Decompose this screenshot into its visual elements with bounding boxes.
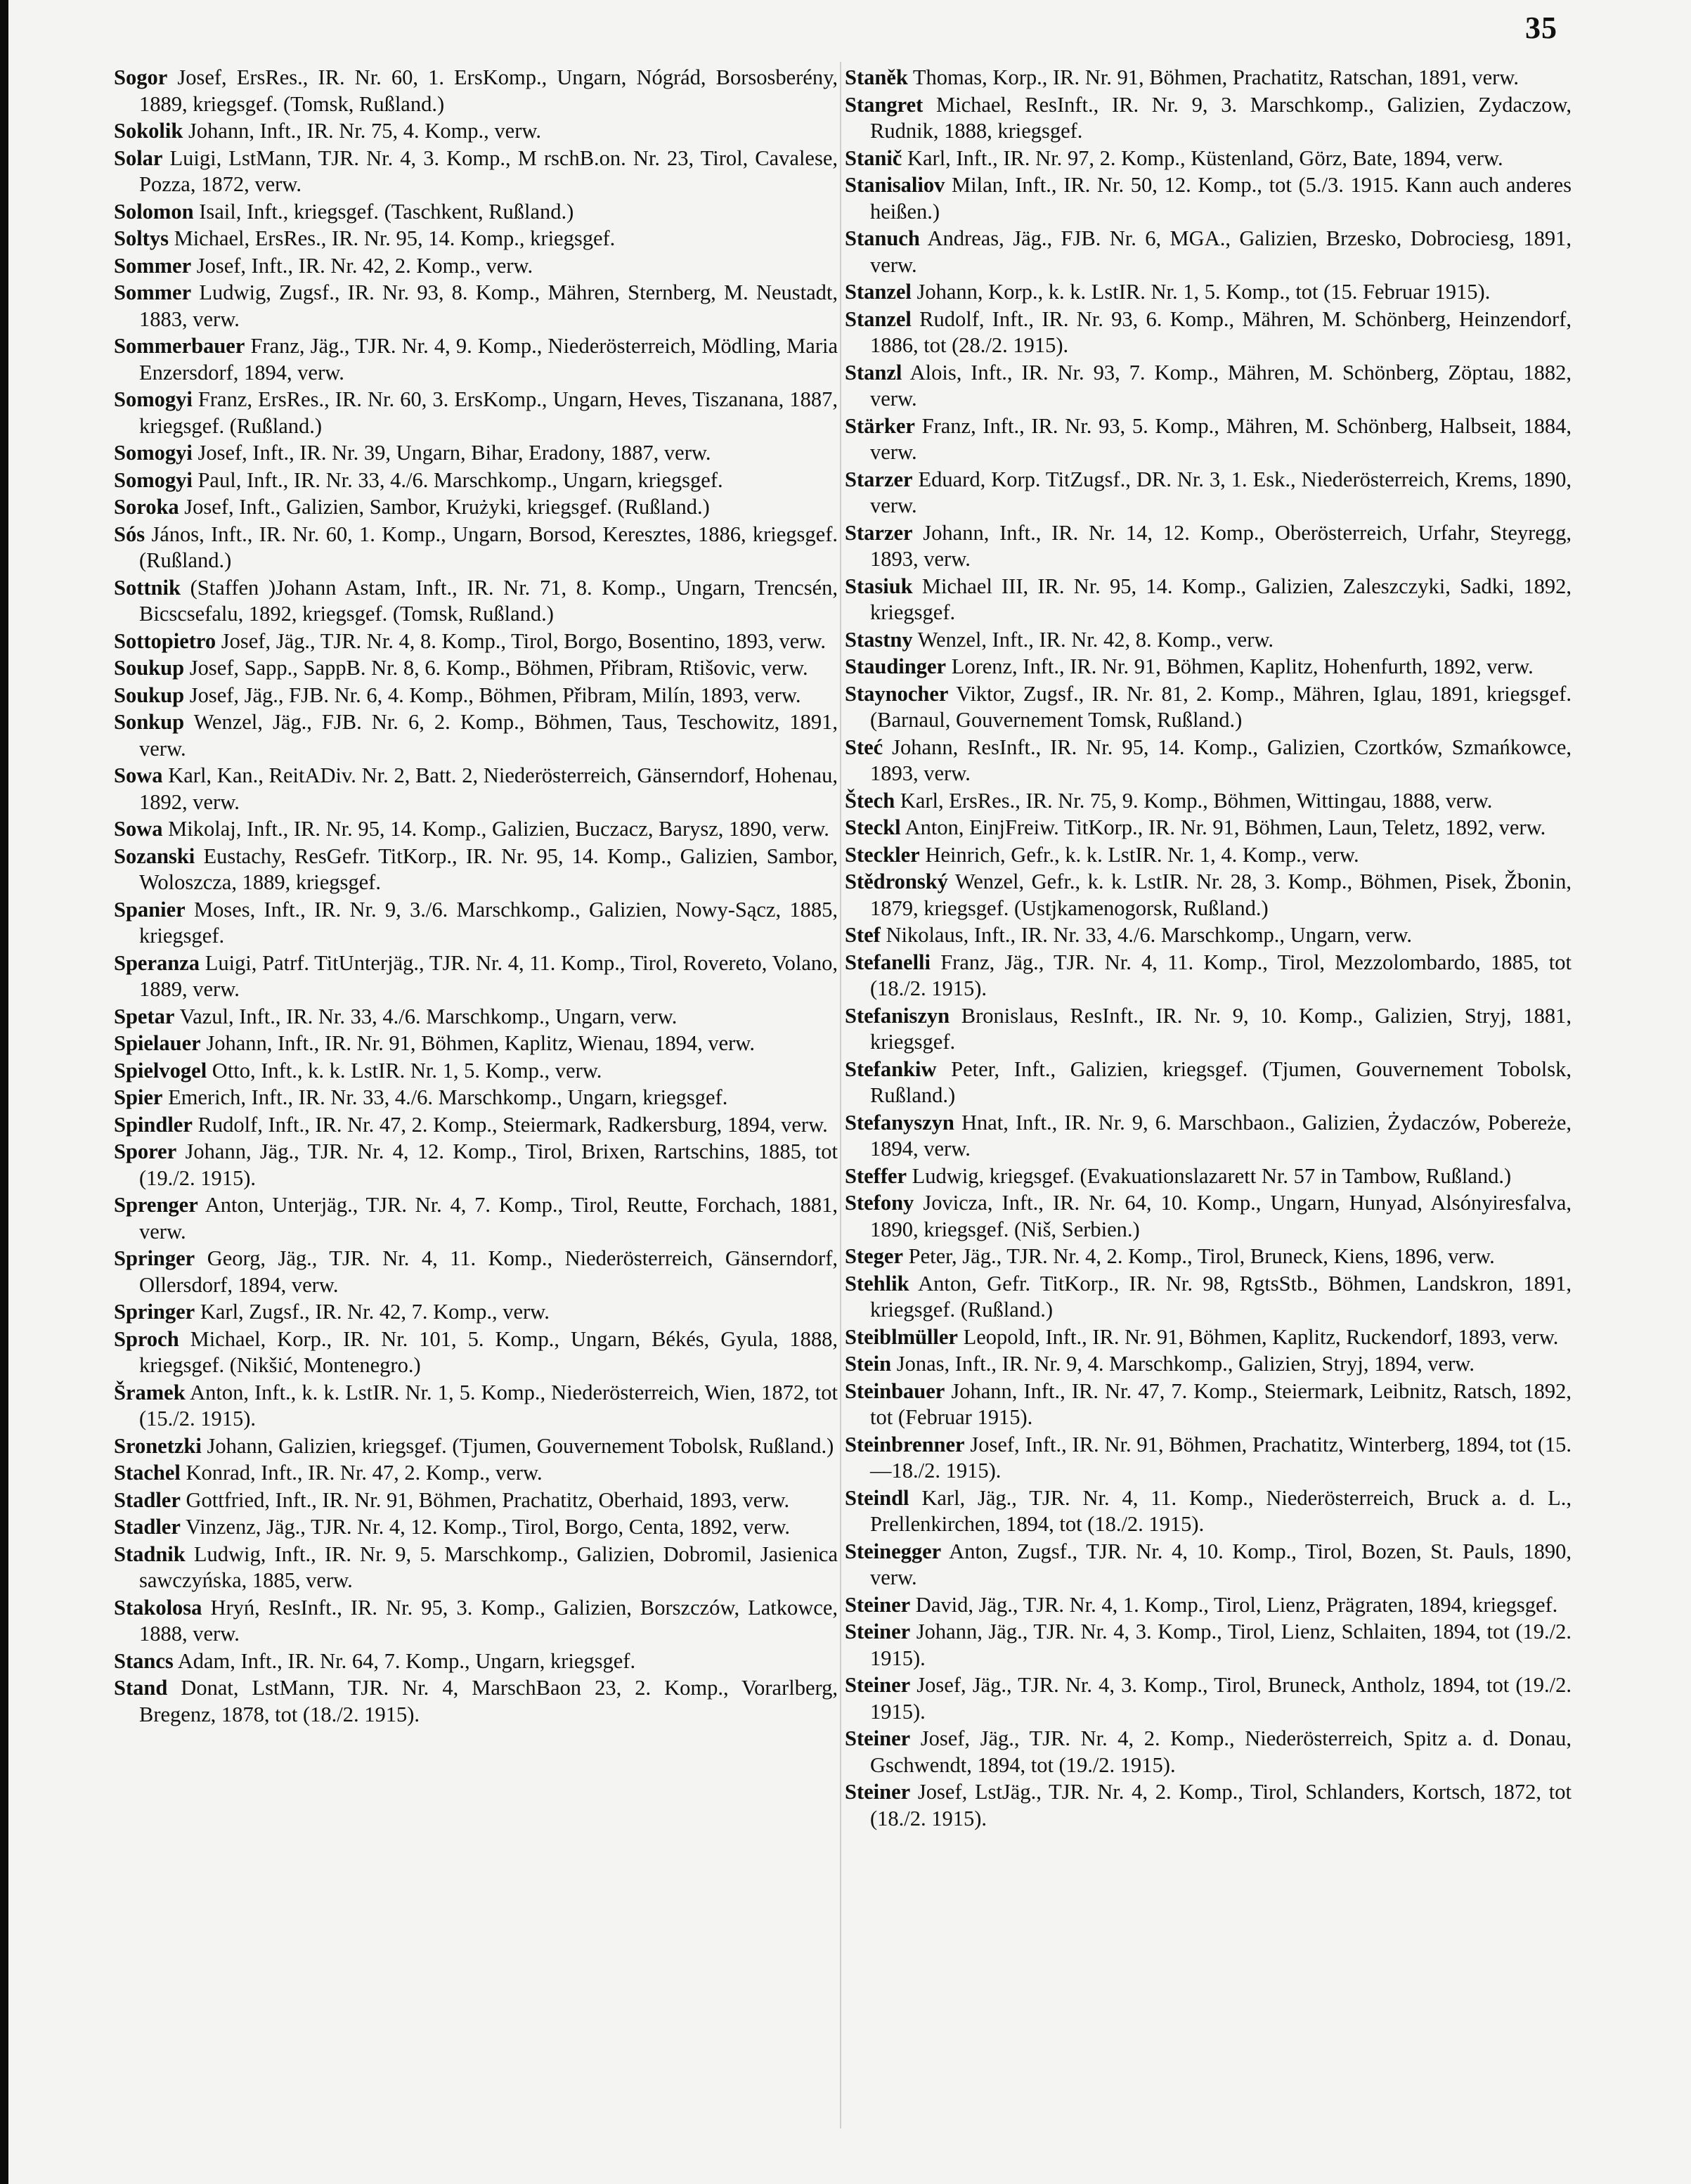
entry-surname: Somogyi	[114, 467, 193, 492]
register-entry	[114, 683, 838, 709]
entry-details: Karl, Jäg., TJR. Nr. 4, 11. Komp., Niederösterreich, Bruck a. d. L., Prellenkirchen, 1894, tot (18./2. 1915).	[870, 1485, 1572, 1536]
entry-surname: Starzer	[845, 467, 913, 491]
register-entry	[114, 199, 838, 226]
entry-details: Karl, Kan., ReitADiv. Nr. 2, Batt. 2, Niederösterreich, Gänserndorf, Hohenau, 1892, verw.	[139, 763, 838, 814]
register-entry	[114, 816, 838, 843]
entry-surname: Sogor	[114, 65, 168, 89]
entry-surname: Steckler	[845, 842, 920, 867]
entry-surname: Stefanelli	[845, 950, 931, 974]
entry-surname: Stefony	[845, 1191, 914, 1215]
entry-surname: Sprenger	[114, 1193, 198, 1217]
register-entry	[114, 333, 838, 386]
entry-surname: Sonkup	[114, 710, 185, 734]
entry-surname: Steiner	[845, 1620, 911, 1643]
register-entry	[845, 627, 1572, 654]
entry-details: Josef, Jäg., FJB. Nr. 6, 4. Komp., Böhmen, Přibram, Milín, 1893, verw.	[184, 683, 801, 707]
register-entry	[845, 360, 1572, 413]
entry-details: Lorenz, Inft., IR. Nr. 91, Böhmen, Kaplitz, Hohenfurth, 1892, verw.	[946, 654, 1534, 678]
entry-details: Josef, Inft., IR. Nr. 42, 2. Komp., verw.	[191, 253, 533, 278]
register-entry	[114, 118, 838, 145]
entry-surname: Spielvogel	[114, 1058, 207, 1083]
entry-surname: Sommerbauer	[114, 334, 245, 358]
register-entry	[845, 1003, 1572, 1056]
register-entry	[845, 1592, 1572, 1619]
entry-details: Isail, Inft., kriegsgef. (Taschkent, Rußland.)	[193, 199, 574, 224]
entry-details: Wenzel, Gefr., k. k. LstIR. Nr. 28, 3. Komp., Böhmen, Pisek, Žbonin, 1879, kriegsgef. (Ustjkamenogorsk, Rußland.)	[870, 870, 1572, 920]
register-entry	[845, 1378, 1572, 1431]
register-entry	[114, 1487, 838, 1514]
entry-surname: Sós	[114, 522, 145, 546]
register-entry	[114, 1139, 838, 1191]
entry-surname: Steiblmüller	[845, 1324, 958, 1349]
register-entry	[114, 575, 838, 628]
entry-details: Michael, ErsRes., IR. Nr. 95, 14. Komp., kriegsgef.	[168, 226, 616, 250]
entry-surname: Stanzl	[845, 360, 902, 385]
register-entry	[845, 869, 1572, 922]
register-entry	[845, 1110, 1572, 1163]
column-divider	[840, 62, 841, 2128]
entry-surname: Stanič	[845, 146, 902, 170]
register-entry	[114, 494, 838, 521]
entry-surname: Stachel	[114, 1461, 181, 1485]
entry-details: Josef, Inft., IR. Nr. 39, Ungarn, Bihar, Eradony, 1887, verw.	[192, 441, 711, 465]
register-entry	[114, 1326, 838, 1379]
register-entry	[114, 65, 838, 117]
right-column	[845, 65, 1572, 1833]
register-entry	[845, 1190, 1572, 1243]
register-entry	[114, 763, 838, 815]
entry-details: Johann, Inft., IR. Nr. 91, Böhmen, Kaplitz, Wienau, 1894, verw.	[200, 1031, 755, 1055]
entry-surname: Sowa	[114, 817, 163, 841]
register-entry	[845, 279, 1572, 306]
entry-surname: Sommer	[114, 280, 192, 304]
entry-surname: Stanuch	[845, 226, 920, 250]
entry-details: Johann, Galizien, kriegsgef. (Tjumen, Gouvernement Tobolsk, Rußland.)	[201, 1433, 834, 1458]
entry-details: Mikolaj, Inft., IR. Nr. 95, 14. Komp., Galizien, Buczacz, Barysz, 1890, verw.	[162, 817, 829, 841]
entry-surname: Staněk	[845, 65, 908, 89]
entry-details: Adam, Inft., IR. Nr. 64, 7. Komp., Ungarn, kriegsgef.	[173, 1648, 636, 1673]
register-entry	[845, 681, 1572, 734]
entry-details: Anton, Zugsf., TJR. Nr. 4, 10. Komp., Tirol, Bozen, St. Pauls, 1890, verw.	[870, 1539, 1572, 1589]
entry-surname: Steiner	[845, 1726, 911, 1750]
entry-surname: Stastny	[845, 627, 913, 652]
register-entry	[845, 413, 1572, 466]
entry-surname: Stadnik	[114, 1542, 186, 1566]
entry-surname: Stanzel	[845, 280, 912, 304]
entry-details: Bronislaus, ResInft., IR. Nr. 9, 10. Komp., Galizien, Stryj, 1881, kriegsgef.	[870, 1003, 1572, 1054]
entry-surname: Steć	[845, 735, 883, 759]
entry-surname: Sporer	[114, 1139, 177, 1163]
entry-details: Ludwig, Inft., IR. Nr. 9, 5. Marschkomp., Galizien, Dobromil, Jasienica sawczyńska, 1885, verw.	[139, 1542, 838, 1592]
entry-surname: Stanisaliov	[845, 173, 945, 197]
entry-details: Wenzel, Inft., IR. Nr. 42, 8. Komp., verw.	[912, 627, 1274, 652]
register-entry	[114, 844, 838, 896]
entry-surname: Steinbauer	[845, 1378, 945, 1403]
register-entry	[845, 1243, 1572, 1270]
entry-details: Milan, Inft., IR. Nr. 50, 12. Komp., tot (5./3. 1915. Kann auch anderes heißen.)	[870, 173, 1572, 224]
register-entry	[114, 1058, 838, 1085]
entry-details: Johann, Korp., k. k. LstIR. Nr. 1, 5. Komp., tot (15. Februar 1915).	[911, 280, 1491, 304]
entry-surname: Stefaniszyn	[845, 1003, 950, 1028]
register-entry	[114, 655, 838, 682]
entry-surname: Stanzel	[845, 306, 912, 331]
entry-surname: Stefankiw	[845, 1057, 937, 1081]
entry-details: Alois, Inft., IR. Nr. 93, 7. Komp., Mähren, M. Schönberg, Zöptau, 1882, verw.	[870, 360, 1572, 411]
entry-surname: Sottnik	[114, 575, 181, 600]
entry-details: Franz, Jäg., TJR. Nr. 4, 11. Komp., Tirol, Mezzolombardo, 1885, tot (18./2. 1915).	[870, 950, 1572, 1000]
register-entry	[114, 226, 838, 252]
entry-surname: Sottopietro	[114, 628, 216, 653]
register-entry	[114, 146, 838, 198]
register-entry	[845, 1672, 1572, 1725]
register-entry	[114, 628, 838, 655]
entry-surname: Stancs	[114, 1648, 174, 1673]
entry-details: Jovicza, Inft., IR. Nr. 64, 10. Komp., Ungarn, Hunyad, Alsónyiresfalva, 1890, kriegsgef. (Niš, Serbien.)	[870, 1191, 1572, 1241]
register-entry	[845, 1779, 1572, 1832]
entry-details: Emerich, Inft., IR. Nr. 33, 4./6. Marschkomp., Ungarn, kriegsgef.	[162, 1085, 728, 1109]
entry-details: Jonas, Inft., IR. Nr. 9, 4. Marschkomp., Galizien, Stryj, 1894, verw.	[891, 1352, 1475, 1376]
entry-details: Johann, Inft., IR. Nr. 14, 12. Komp., Oberösterreich, Urfahr, Steyregg, 1893, verw.	[870, 520, 1572, 571]
register-entry	[845, 226, 1572, 278]
entry-details: Otto, Inft., k. k. LstIR. Nr. 1, 5. Komp., verw.	[207, 1058, 602, 1083]
entry-details: Josef, Jäg., TJR. Nr. 4, 2. Komp., Niederösterreich, Spitz a. d. Donau, Gschwendt, 1894, tot (19./2. 1915).	[870, 1726, 1572, 1777]
entry-surname: Spier	[114, 1085, 163, 1109]
entry-details: Gottfried, Inft., IR. Nr. 91, Böhmen, Prachatitz, Oberhaid, 1893, verw.	[180, 1487, 790, 1512]
entry-details: Josef, ErsRes., IR. Nr. 60, 1. ErsKomp., Ungarn, Nógrád, Borsosberény, 1889, kriegsgef. (Tomsk, Rußland.)	[139, 65, 838, 116]
register-entry	[845, 1351, 1572, 1378]
entry-surname: Sommer	[114, 253, 192, 278]
entry-details: David, Jäg., TJR. Nr. 4, 1. Komp., Tirol, Lienz, Prägraten, 1894, kriegsgef.	[910, 1592, 1558, 1617]
register-entry	[114, 1542, 838, 1594]
register-entry	[845, 574, 1572, 626]
entry-surname: Stadler	[114, 1487, 181, 1512]
entry-surname: Springer	[114, 1246, 195, 1270]
entry-details: Hryń, ResInft., IR. Nr. 95, 3. Komp., Galizien, Borszczów, Latkowce, 1888, verw.	[139, 1595, 838, 1646]
entry-details: Franz, Jäg., TJR. Nr. 4, 9. Komp., Niederösterreich, Mödling, Maria Enzersdorf, 1894, verw.	[139, 334, 838, 385]
register-entry	[845, 1271, 1572, 1324]
register-entry	[845, 1726, 1572, 1778]
register-entry	[114, 522, 838, 574]
register-entry	[114, 1433, 838, 1460]
register-entry	[114, 467, 838, 494]
entry-details: Franz, ErsRes., IR. Nr. 60, 3. ErsKomp., Ungarn, Heves, Tiszanana, 1887, kriegsgef. (Rußland.)	[139, 387, 838, 438]
register-entry	[845, 1163, 1572, 1190]
entry-details: Wenzel, Jäg., FJB. Nr. 6, 2. Komp., Böhmen, Taus, Teschowitz, 1891, verw.	[139, 710, 838, 761]
scan-border	[0, 0, 8, 2184]
register-entry	[845, 922, 1572, 949]
entry-surname: Steffer	[845, 1163, 907, 1188]
register-entry	[114, 1299, 838, 1326]
register-entry	[845, 146, 1572, 172]
entry-details: Josef, Sapp., SappB. Nr. 8, 6. Komp., Böhmen, Přibram, Rtišovic, verw.	[184, 656, 808, 680]
register-entry	[845, 735, 1572, 787]
entry-surname: Stakolosa	[114, 1595, 202, 1620]
entry-surname: Speranza	[114, 950, 200, 975]
entry-details: Nikolaus, Inft., IR. Nr. 33, 4./6. Marschkomp., Ungarn, verw.	[880, 923, 1412, 947]
entry-details: Johann, ResInft., IR. Nr. 95, 14. Komp., Galizien, Czortków, Szmańkowce, 1893, verw.	[870, 735, 1572, 785]
entry-details: Franz, Inft., IR. Nr. 93, 5. Komp., Mähren, M. Schönberg, Halbseit, 1884, verw.	[870, 413, 1572, 464]
entry-surname: Spetar	[114, 1004, 175, 1028]
entry-surname: Steindl	[845, 1485, 909, 1510]
entry-details: Viktor, Zugsf., IR. Nr. 81, 2. Komp., Mähren, Iglau, 1891, kriegsgef. (Barnaul, Gouvernement Tomsk, Rußland.)	[870, 681, 1572, 732]
entry-details: Paul, Inft., IR. Nr. 33, 4./6. Marschkomp., Ungarn, kriegsgef.	[192, 467, 723, 492]
entry-details: Vazul, Inft., IR. Nr. 33, 4./6. Marschkomp., Ungarn, verw.	[174, 1004, 678, 1028]
entry-details: Rudolf, Inft., IR. Nr. 93, 6. Komp., Mähren, M. Schönberg, Heinzendorf, 1886, tot (28./2. 1915).	[870, 306, 1572, 357]
register-entry	[845, 172, 1572, 225]
entry-surname: Stasiuk	[845, 574, 913, 598]
register-entry	[845, 1432, 1572, 1485]
entry-surname: Soukup	[114, 683, 185, 707]
entry-surname: Sproch	[114, 1326, 179, 1351]
register-entry	[114, 1246, 838, 1298]
entry-surname: Sowa	[114, 763, 163, 787]
register-entry	[845, 788, 1572, 815]
entry-surname: Somogyi	[114, 441, 193, 465]
entry-details: Anton, EinjFreiw. TitKorp., IR. Nr. 91, Böhmen, Laun, Teletz, 1892, verw.	[900, 815, 1546, 839]
register-entry	[845, 654, 1572, 680]
entry-details: Konrad, Inft., IR. Nr. 47, 2. Komp., verw.	[180, 1461, 543, 1485]
register-entry	[114, 1112, 838, 1139]
entry-details: Andreas, Jäg., FJB. Nr. 6, MGA., Galizien, Brzesko, Dobrociesg, 1891, verw.	[870, 226, 1572, 277]
entry-surname: Steiner	[845, 1780, 911, 1804]
page-number: 35	[1525, 11, 1557, 45]
entry-surname: Stefanyszyn	[845, 1110, 954, 1135]
entry-details: Michael III, IR. Nr. 95, 14. Komp., Galizien, Zaleszczyki, Sadki, 1892, kriegsgef.	[870, 574, 1572, 624]
register-entry	[114, 387, 838, 439]
entry-details: Rudolf, Inft., IR. Nr. 47, 2. Komp., Steiermark, Radkersburg, 1894, verw.	[192, 1112, 828, 1137]
entry-details: Hnat, Inft., IR. Nr. 9, 6. Marschbaon., Galizien, Żydaczów, Pobereże, 1894, verw.	[870, 1110, 1572, 1161]
register-entry	[114, 1648, 838, 1675]
entry-details: Johann, Inft., IR. Nr. 47, 7. Komp., Steiermark, Leibnitz, Ratsch, 1892, tot (Februar 1915).	[870, 1378, 1572, 1429]
entry-details: Donat, LstMann, TJR. Nr. 4, MarschBaon 23, 2. Komp., Vorarlberg, Bregenz, 1878, tot (18./2. 1915).	[139, 1676, 838, 1726]
entry-details: Josef, Inft., IR. Nr. 91, Böhmen, Prachatitz, Winterberg, 1894, tot (15.—18./2. 1915).	[870, 1432, 1572, 1482]
entry-surname: Steger	[845, 1244, 903, 1268]
entry-surname: Stědronský	[845, 870, 948, 893]
register-entry	[845, 1485, 1572, 1538]
register-entry	[845, 65, 1572, 91]
entry-details: Eduard, Korp. TitZugsf., DR. Nr. 3, 1. Esk., Niederösterreich, Krems, 1890, verw.	[870, 467, 1572, 517]
entry-details: Michael, Korp., IR. Nr. 101, 5. Komp., Ungarn, Békés, Gyula, 1888, kriegsgef. (Nikšić, Montenegro.)	[139, 1326, 838, 1377]
entry-details: Anton, Unterjäg., TJR. Nr. 4, 7. Komp., Tirol, Reutte, Forchach, 1881, verw.	[139, 1193, 838, 1243]
register-entry	[114, 950, 838, 1003]
register-entry	[845, 1057, 1572, 1109]
entry-surname: Stangret	[845, 92, 924, 117]
entry-surname: Stadler	[114, 1515, 181, 1539]
entry-surname: Solar	[114, 146, 163, 170]
entry-details: Josef, Jäg., TJR. Nr. 4, 3. Komp., Tirol, Bruneck, Antholz, 1894, tot (19./2. 1915).	[870, 1673, 1572, 1724]
entry-details: Peter, Inft., Galizien, kriegsgef. (Tjumen, Gouvernement Tobolsk, Rußland.)	[870, 1057, 1572, 1107]
entry-surname: Stand	[114, 1676, 168, 1700]
register-entry	[114, 1460, 838, 1487]
register-entry	[114, 253, 838, 280]
entry-details: Anton, Inft., k. k. LstIR. Nr. 1, 5. Komp., Niederösterreich, Wien, 1872, tot (15./2. 1915).	[139, 1380, 838, 1430]
entry-details: Ludwig, kriegsgef. (Evakuationslazarett Nr. 57 in Tambow, Rußland.)	[907, 1163, 1512, 1188]
register-entry	[845, 92, 1572, 145]
register-entry	[845, 306, 1572, 359]
entry-surname: Somogyi	[114, 387, 193, 411]
entry-surname: Soroka	[114, 495, 179, 519]
entry-details: Peter, Jäg., TJR. Nr. 4, 2. Komp., Tirol, Bruneck, Kiens, 1896, verw.	[902, 1244, 1495, 1268]
entry-details: Eustachy, ResGefr. TitKorp., IR. Nr. 95, 14. Komp., Galizien, Sambor, Woloszcza, 1889, kriegsgef.	[139, 844, 838, 894]
entry-details: Luigi, Patrf. TitUnterjäg., TJR. Nr. 4, 11. Komp., Tirol, Rovereto, Volano, 1889, verw.	[139, 950, 838, 1001]
entry-surname: Soukup	[114, 656, 185, 680]
register-entry	[845, 815, 1572, 841]
register-entry	[114, 1595, 838, 1648]
entry-details: Ludwig, Zugsf., IR. Nr. 93, 8. Komp., Mähren, Sternberg, M. Neustadt, 1883, verw.	[139, 280, 838, 331]
register-entry	[114, 280, 838, 332]
entry-details: Vinzenz, Jäg., TJR. Nr. 4, 12. Komp., Tirol, Borgo, Centa, 1892, verw.	[180, 1515, 791, 1539]
register-entry	[114, 897, 838, 950]
entry-details: Josef, LstJäg., TJR. Nr. 4, 2. Komp., Tirol, Schlanders, Kortsch, 1872, tot (18./2. 1915).	[870, 1780, 1572, 1830]
entry-surname: Stärker	[845, 413, 915, 438]
entry-surname: Spanier	[114, 897, 186, 922]
entry-details: Karl, Zugsf., IR. Nr. 42, 7. Komp., verw.	[195, 1300, 550, 1324]
entry-surname: Staudinger	[845, 654, 947, 678]
register-entry	[845, 1324, 1572, 1351]
register-entry	[845, 950, 1572, 1002]
entry-surname: Solomon	[114, 199, 194, 224]
entry-surname: Staynocher	[845, 681, 949, 706]
entry-details: Michael, ResInft., IR. Nr. 9, 3. Marschkomp., Galizien, Zydaczow, Rudnik, 1888, kriegsgef.	[870, 92, 1572, 143]
left-column	[114, 65, 838, 1729]
entry-details: Josef, Jäg., TJR. Nr. 4, 8. Komp., Tirol, Borgo, Bosentino, 1893, verw.	[216, 628, 827, 653]
register-entry	[114, 1030, 838, 1057]
entry-details: Johann, Inft., IR. Nr. 75, 4. Komp., verw.	[183, 119, 542, 143]
entry-surname: Steiner	[845, 1673, 911, 1697]
entry-surname: Sronetzki	[114, 1433, 202, 1458]
entry-surname: Sozanski	[114, 844, 195, 868]
entry-surname: Steckl	[845, 815, 901, 839]
entry-details: (Staffen )Johann Astam, Inft., IR. Nr. 71, 8. Komp., Ungarn, Trencsén, Bicscsefalu, 1892, kriegsgef. (Tomsk, Rußland.)	[139, 575, 838, 626]
entry-details: Luigi, LstMann, TJR. Nr. 4, 3. Komp., M rschB.on. Nr. 23, Tirol, Cavalese, Pozza, 1872, verw.	[139, 146, 838, 196]
register-entry	[845, 842, 1572, 869]
entry-surname: Starzer	[845, 520, 913, 545]
entry-surname: Štech	[845, 788, 895, 813]
entry-details: Karl, ErsRes., IR. Nr. 75, 9. Komp., Böhmen, Wittingau, 1888, verw.	[895, 788, 1493, 813]
entry-surname: Šramek	[114, 1380, 186, 1404]
entry-details: Georg, Jäg., TJR. Nr. 4, 11. Komp., Niederösterreich, Gänserndorf, Ollersdorf, 1894, verw.	[139, 1246, 838, 1297]
register-entry	[114, 1192, 838, 1245]
entry-surname: Steiner	[845, 1592, 911, 1617]
entry-details: János, Inft., IR. Nr. 60, 1. Komp., Ungarn, Borsod, Keresztes, 1886, kriegsgef. (Rußland.)	[139, 522, 838, 572]
register-entry	[114, 1675, 838, 1728]
entry-details: Thomas, Korp., IR. Nr. 91, Böhmen, Prachatitz, Ratschan, 1891, verw.	[907, 65, 1519, 89]
entry-surname: Steinbrenner	[845, 1432, 965, 1456]
register-entry	[845, 1619, 1572, 1672]
register-entry	[114, 1004, 838, 1030]
entry-details: Moses, Inft., IR. Nr. 9, 3./6. Marschkomp., Galizien, Nowy-Sącz, 1885, kriegsgef.	[139, 897, 838, 948]
entry-details: Josef, Inft., Galizien, Sambor, Krużyki, kriegsgef. (Rußland.)	[179, 495, 710, 519]
entry-details: Johann, Jäg., TJR. Nr. 4, 12. Komp., Tirol, Brixen, Rartschins, 1885, tot (19./2. 1915).	[139, 1139, 838, 1190]
register-entry	[845, 1539, 1572, 1591]
register-entry	[845, 467, 1572, 519]
register-entry	[114, 709, 838, 762]
entry-details: Leopold, Inft., IR. Nr. 91, Böhmen, Kaplitz, Ruckendorf, 1893, verw.	[957, 1324, 1559, 1349]
entry-details: Heinrich, Gefr., k. k. LstIR. Nr. 1, 4. Komp., verw.	[919, 842, 1359, 867]
entry-surname: Springer	[114, 1300, 195, 1324]
entry-details: Karl, Inft., IR. Nr. 97, 2. Komp., Küstenland, Görz, Bate, 1894, verw.	[902, 146, 1503, 170]
entry-surname: Stein	[845, 1352, 892, 1376]
register-entry	[845, 520, 1572, 573]
entry-surname: Soltys	[114, 226, 169, 250]
entry-surname: Stehlik	[845, 1271, 909, 1295]
entry-surname: Steinegger	[845, 1539, 942, 1563]
entry-surname: Sokolik	[114, 119, 183, 143]
register-entry	[114, 1085, 838, 1111]
entry-details: Johann, Jäg., TJR. Nr. 4, 3. Komp., Tirol, Lienz, Schlaiten, 1894, tot (19./2. 1915).	[870, 1620, 1572, 1670]
entry-surname: Stef	[845, 923, 881, 947]
entry-surname: Spielauer	[114, 1031, 201, 1055]
register-entry	[114, 1514, 838, 1541]
register-entry	[114, 1380, 838, 1433]
entry-surname: Spindler	[114, 1112, 193, 1137]
register-entry	[114, 440, 838, 467]
entry-details: Anton, Gefr. TitKorp., IR. Nr. 98, RgtsStb., Böhmen, Landskron, 1891, kriegsgef. (Rußland.)	[870, 1271, 1572, 1322]
